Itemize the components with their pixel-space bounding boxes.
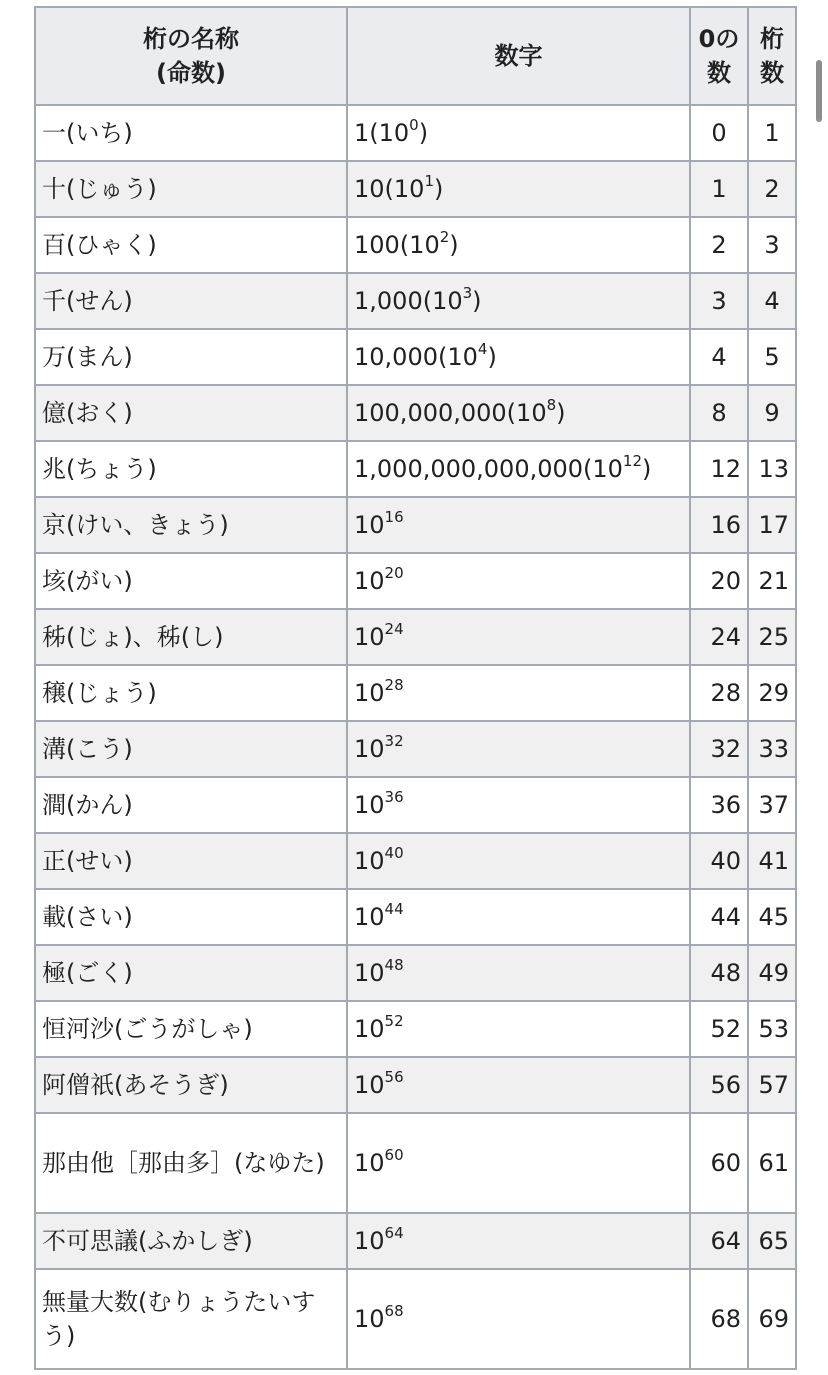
number-exponent: 2 bbox=[439, 228, 450, 246]
cell-number bbox=[347, 217, 690, 273]
number-base: 100(10 bbox=[354, 231, 440, 259]
cell-number bbox=[347, 833, 690, 889]
table-row bbox=[35, 161, 796, 217]
cell-name: 阿僧祇(あそうぎ) bbox=[35, 1057, 347, 1113]
cell-name: 十(じゅう) bbox=[35, 161, 347, 217]
table-row bbox=[35, 1001, 796, 1057]
cell-number bbox=[347, 553, 690, 609]
table-row bbox=[35, 329, 796, 385]
table-row bbox=[35, 721, 796, 777]
cell-zeros: 60 bbox=[690, 1113, 748, 1213]
cell-name: 溝(こう) bbox=[35, 721, 347, 777]
header-zeros bbox=[690, 7, 748, 105]
cell-name: 秭(じょ)、秭(し) bbox=[35, 609, 347, 665]
header-zeros-line1: 0の bbox=[698, 25, 740, 53]
number-exponent: 16 bbox=[384, 508, 404, 526]
table-row bbox=[35, 889, 796, 945]
cell-name: 百(ひゃく) bbox=[35, 217, 347, 273]
cell-number bbox=[347, 777, 690, 833]
cell-zeros: 4 bbox=[690, 329, 748, 385]
table-row bbox=[35, 217, 796, 273]
cell-zeros: 0 bbox=[690, 105, 748, 161]
cell-digits: 3 bbox=[748, 217, 796, 273]
number-exponent: 8 bbox=[546, 396, 557, 414]
number-base: 10 bbox=[354, 1149, 385, 1177]
cell-zeros: 12 bbox=[690, 441, 748, 497]
cell-digits: 33 bbox=[748, 721, 796, 777]
cell-number bbox=[347, 1113, 690, 1213]
number-exponent: 28 bbox=[384, 676, 404, 694]
table-row bbox=[35, 385, 796, 441]
cell-name: 載(さい) bbox=[35, 889, 347, 945]
number-exponent: 20 bbox=[384, 564, 404, 582]
digit-names-table bbox=[34, 6, 797, 1370]
cell-zeros: 52 bbox=[690, 1001, 748, 1057]
scrollbar-thumb[interactable] bbox=[816, 60, 822, 122]
cell-number bbox=[347, 273, 690, 329]
cell-digits: 45 bbox=[748, 889, 796, 945]
number-base: 10 bbox=[354, 735, 385, 763]
number-exponent: 24 bbox=[384, 620, 404, 638]
cell-name: 正(せい) bbox=[35, 833, 347, 889]
cell-digits: 57 bbox=[748, 1057, 796, 1113]
cell-digits: 21 bbox=[748, 553, 796, 609]
cell-name: 億(おく) bbox=[35, 385, 347, 441]
cell-digits: 2 bbox=[748, 161, 796, 217]
number-base: 1,000,000,000,000(10 bbox=[354, 455, 623, 483]
number-exponent: 48 bbox=[384, 956, 404, 974]
number-exponent: 56 bbox=[384, 1068, 404, 1086]
cell-zeros: 56 bbox=[690, 1057, 748, 1113]
cell-digits: 13 bbox=[748, 441, 796, 497]
cell-zeros: 2 bbox=[690, 217, 748, 273]
number-tail: ) bbox=[556, 399, 566, 427]
cell-number bbox=[347, 441, 690, 497]
number-tail: ) bbox=[418, 119, 429, 147]
cell-name: 極(ごく) bbox=[35, 945, 347, 1001]
table-row bbox=[35, 833, 796, 889]
number-base: 10 bbox=[354, 959, 385, 987]
header-digits-line2: 数 bbox=[760, 59, 784, 87]
number-exponent: 0 bbox=[409, 116, 419, 134]
cell-zeros: 1 bbox=[690, 161, 748, 217]
cell-zeros: 8 bbox=[690, 385, 748, 441]
cell-digits: 49 bbox=[748, 945, 796, 1001]
cell-number bbox=[347, 497, 690, 553]
cell-number bbox=[347, 945, 690, 1001]
number-base: 10 bbox=[354, 1227, 385, 1255]
number-exponent: 68 bbox=[384, 1302, 404, 1320]
cell-digits: 37 bbox=[748, 777, 796, 833]
number-exponent: 12 bbox=[622, 452, 643, 470]
header-digits bbox=[748, 7, 796, 105]
cell-number bbox=[347, 1057, 690, 1113]
cell-number bbox=[347, 609, 690, 665]
cell-number bbox=[347, 1269, 690, 1369]
table-body bbox=[35, 105, 796, 1369]
number-tail: ) bbox=[449, 231, 459, 259]
cell-digits: 65 bbox=[748, 1213, 796, 1269]
cell-zeros: 28 bbox=[690, 665, 748, 721]
header-digits-line1: 桁 bbox=[760, 25, 784, 53]
cell-number bbox=[347, 889, 690, 945]
cell-zeros: 36 bbox=[690, 777, 748, 833]
cell-name: 千(せん) bbox=[35, 273, 347, 329]
cell-name: 澗(かん) bbox=[35, 777, 347, 833]
cell-digits: 61 bbox=[748, 1113, 796, 1213]
cell-number bbox=[347, 161, 690, 217]
cell-digits: 41 bbox=[748, 833, 796, 889]
cell-zeros: 40 bbox=[690, 833, 748, 889]
header-number: 数字 bbox=[347, 7, 690, 105]
cell-number bbox=[347, 385, 690, 441]
cell-digits: 29 bbox=[748, 665, 796, 721]
table-row bbox=[35, 665, 796, 721]
table-row bbox=[35, 105, 796, 161]
number-base: 10 bbox=[354, 1015, 385, 1043]
table-row bbox=[35, 1113, 796, 1213]
cell-zeros: 48 bbox=[690, 945, 748, 1001]
table-row bbox=[35, 273, 796, 329]
number-base: 10 bbox=[354, 567, 385, 595]
cell-zeros: 32 bbox=[690, 721, 748, 777]
header-name-line2: (命数) bbox=[156, 59, 226, 87]
cell-digits: 25 bbox=[748, 609, 796, 665]
table-row bbox=[35, 553, 796, 609]
cell-name: 兆(ちょう) bbox=[35, 441, 347, 497]
number-base: 10 bbox=[354, 511, 385, 539]
number-tail: ) bbox=[642, 455, 652, 483]
cell-digits: 9 bbox=[748, 385, 796, 441]
cell-zeros: 3 bbox=[690, 273, 748, 329]
number-exponent: 4 bbox=[477, 340, 488, 358]
number-exponent: 60 bbox=[384, 1146, 404, 1164]
cell-zeros: 24 bbox=[690, 609, 748, 665]
number-base: 10 bbox=[354, 847, 385, 875]
number-exponent: 36 bbox=[384, 788, 404, 806]
number-exponent: 64 bbox=[384, 1224, 404, 1242]
table-row bbox=[35, 441, 796, 497]
cell-digits: 1 bbox=[748, 105, 796, 161]
table-row bbox=[35, 1213, 796, 1269]
cell-name: 京(けい、きょう) bbox=[35, 497, 347, 553]
cell-digits: 53 bbox=[748, 1001, 796, 1057]
cell-name: 無量大数(むりょうたいすう) bbox=[35, 1269, 347, 1369]
cell-digits: 17 bbox=[748, 497, 796, 553]
header-name-line1: 桁の名称 bbox=[143, 25, 239, 53]
cell-number bbox=[347, 1001, 690, 1057]
number-base: 10 bbox=[354, 1305, 385, 1333]
cell-number bbox=[347, 329, 690, 385]
cell-name: 不可思議(ふかしぎ) bbox=[35, 1213, 347, 1269]
number-base: 10 bbox=[354, 623, 385, 651]
number-exponent: 40 bbox=[384, 844, 404, 862]
table-row bbox=[35, 497, 796, 553]
cell-number bbox=[347, 1213, 690, 1269]
number-base: 1,000(10 bbox=[354, 287, 463, 315]
table-row bbox=[35, 609, 796, 665]
cell-digits: 69 bbox=[748, 1269, 796, 1369]
cell-number bbox=[347, 721, 690, 777]
cell-zeros: 68 bbox=[690, 1269, 748, 1369]
number-exponent: 3 bbox=[462, 284, 473, 302]
cell-digits: 4 bbox=[748, 273, 796, 329]
number-base: 10,000(10 bbox=[354, 343, 478, 371]
number-tail: ) bbox=[487, 343, 497, 371]
cell-name: 那由他［那由多］(なゆた) bbox=[35, 1113, 347, 1213]
number-exponent: 32 bbox=[384, 732, 404, 750]
cell-zeros: 16 bbox=[690, 497, 748, 553]
cell-number bbox=[347, 105, 690, 161]
number-base: 10 bbox=[354, 679, 385, 707]
cell-zeros: 20 bbox=[690, 553, 748, 609]
cell-name: 垓(がい) bbox=[35, 553, 347, 609]
table-row bbox=[35, 777, 796, 833]
cell-zeros: 64 bbox=[690, 1213, 748, 1269]
number-exponent: 44 bbox=[384, 900, 404, 918]
cell-name: 穣(じょう) bbox=[35, 665, 347, 721]
number-base: 1(10 bbox=[354, 119, 410, 147]
number-base: 10(10 bbox=[354, 175, 425, 203]
number-exponent: 1 bbox=[424, 172, 434, 190]
number-tail: ) bbox=[434, 175, 444, 203]
number-base: 100,000,000(10 bbox=[354, 399, 547, 427]
number-base: 10 bbox=[354, 1071, 385, 1099]
cell-name: 一(いち) bbox=[35, 105, 347, 161]
number-tail: ) bbox=[472, 287, 482, 315]
number-base: 10 bbox=[354, 903, 385, 931]
cell-name: 万(まん) bbox=[35, 329, 347, 385]
cell-digits: 5 bbox=[748, 329, 796, 385]
number-base: 10 bbox=[354, 791, 385, 819]
number-exponent: 52 bbox=[384, 1012, 404, 1030]
cell-zeros: 44 bbox=[690, 889, 748, 945]
cell-name: 恒河沙(ごうがしゃ) bbox=[35, 1001, 347, 1057]
table-row bbox=[35, 945, 796, 1001]
header-zeros-line2: 数 bbox=[707, 59, 731, 87]
table-row bbox=[35, 1269, 796, 1369]
header-name bbox=[35, 7, 347, 105]
header-row bbox=[35, 7, 796, 105]
cell-number bbox=[347, 665, 690, 721]
table-row bbox=[35, 1057, 796, 1113]
